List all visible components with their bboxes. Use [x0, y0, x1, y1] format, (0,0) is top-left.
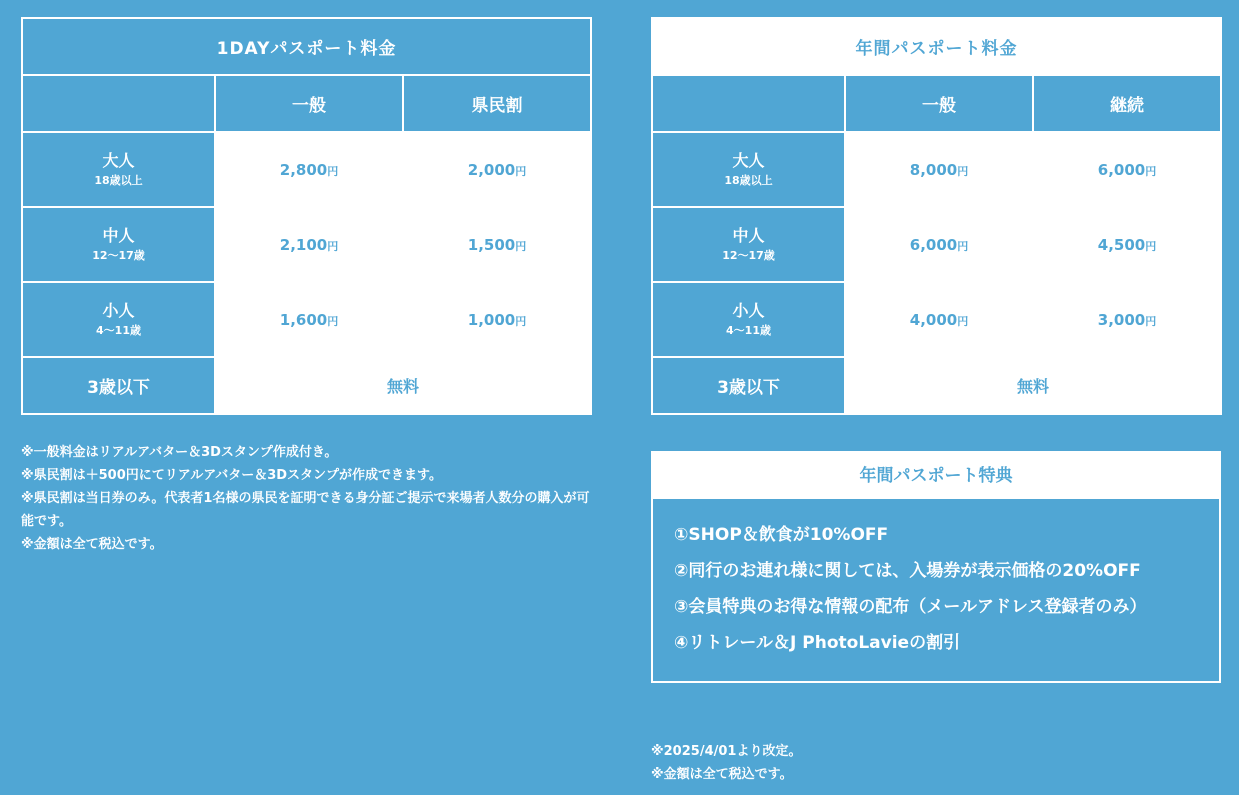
price-value: 2,800 [279, 160, 328, 179]
yen-unit: 円 [957, 239, 969, 253]
annual-notes [651, 740, 1221, 786]
annual-row-free [652, 357, 1221, 414]
age-category [652, 132, 845, 207]
yen-unit: 円 [515, 314, 527, 328]
yen-unit: 円 [957, 314, 969, 328]
yen-unit: 円 [1145, 239, 1157, 253]
annual-row-adult [652, 132, 1221, 207]
age-category [22, 207, 215, 282]
note-line: ※県民割は当日券のみ。代表者1名様の県民を証明できる身分証ご提示で来場者人数分の購入が可能です。 [21, 491, 590, 529]
annual-table-title: 年間パスポート料金 [652, 18, 1221, 75]
oneday-header-blank [22, 75, 215, 132]
age-category-name: 中人 [102, 226, 135, 246]
yen-unit: 円 [515, 164, 527, 178]
benefit-item: ②同行のお連れ様に関しては、入場券が表示価格の20%OFF [674, 561, 1141, 581]
age-category-name: 小人 [102, 301, 135, 321]
price-cell [1033, 282, 1221, 357]
price-value: 6,000 [909, 235, 958, 254]
age-category [652, 282, 845, 357]
free-age-label: 3歳以下 [652, 357, 845, 414]
age-category [22, 282, 215, 357]
age-category [652, 207, 845, 282]
age-category-name: 大人 [732, 151, 765, 171]
age-range: 4〜11歳 [96, 324, 141, 338]
yen-unit: 円 [957, 164, 969, 178]
note-line: ※金額は全て税込です。 [651, 767, 793, 782]
price-cell [845, 132, 1033, 207]
oneday-table-title: 1DAYパスポート料金 [22, 18, 591, 75]
benefits-title: 年間パスポート特典 [653, 453, 1219, 499]
annual-benefits-box [651, 451, 1221, 683]
age-category-name: 大人 [102, 151, 135, 171]
annual-header-general: 一般 [845, 75, 1033, 132]
annual-row-youth [652, 207, 1221, 282]
oneday-header-resident: 県民割 [403, 75, 591, 132]
age-range: 12〜17歳 [92, 249, 145, 263]
age-range: 4〜11歳 [726, 324, 771, 338]
oneday-notes [21, 441, 591, 556]
price-value: 4,500 [1097, 235, 1146, 254]
price-cell [215, 282, 403, 357]
price-cell [403, 282, 591, 357]
price-value: 3,000 [1097, 310, 1146, 329]
benefit-item: ③会員特典のお得な情報の配布（メールアドレス登録者のみ） [674, 597, 1147, 617]
yen-unit: 円 [327, 314, 339, 328]
price-cell [1033, 207, 1221, 282]
age-category-name: 中人 [732, 226, 765, 246]
price-value: 2,100 [279, 235, 328, 254]
oneday-row-free [22, 357, 591, 414]
oneday-row-child [22, 282, 591, 357]
price-value: 2,000 [467, 160, 516, 179]
oneday-row-youth [22, 207, 591, 282]
age-category [22, 132, 215, 207]
annual-row-child [652, 282, 1221, 357]
price-cell [1033, 132, 1221, 207]
yen-unit: 円 [515, 239, 527, 253]
price-cell [403, 207, 591, 282]
yen-unit: 円 [327, 239, 339, 253]
age-category-name: 小人 [732, 301, 765, 321]
annual-header-blank [652, 75, 845, 132]
annual-header-renewal: 継続 [1033, 75, 1221, 132]
yen-unit: 円 [1145, 314, 1157, 328]
price-value: 1,500 [467, 235, 516, 254]
age-range: 12〜17歳 [722, 249, 775, 263]
price-value: 4,000 [909, 310, 958, 329]
price-cell [215, 207, 403, 282]
price-value: 1,000 [467, 310, 516, 329]
oneday-row-adult [22, 132, 591, 207]
oneday-header-general: 一般 [215, 75, 403, 132]
note-line: ※一般料金はリアルアバター＆3Dスタンプ作成付き。 [21, 445, 338, 460]
yen-unit: 円 [327, 164, 339, 178]
age-range: 18歳以上 [94, 174, 143, 188]
yen-unit: 円 [1145, 164, 1157, 178]
annual-price-table [651, 17, 1222, 415]
price-value: 1,600 [279, 310, 328, 329]
benefits-list [653, 499, 1219, 681]
age-range: 18歳以上 [724, 174, 773, 188]
note-line: ※県民割は＋500円にてリアルアバター＆3Dスタンプが作成できます。 [21, 468, 443, 483]
note-line: ※金額は全て税込です。 [21, 537, 163, 552]
free-age-label: 3歳以下 [22, 357, 215, 414]
price-cell [845, 282, 1033, 357]
free-price: 無料 [215, 357, 591, 414]
price-cell [403, 132, 591, 207]
price-cell [215, 132, 403, 207]
benefit-item: ①SHOP＆飲食が10%OFF [674, 525, 889, 545]
benefit-item: ④リトレール＆J PhotoLavieの割引 [674, 633, 961, 653]
oneday-price-table [21, 17, 592, 415]
note-line: ※2025/4/01より改定。 [651, 744, 802, 759]
price-value: 8,000 [909, 160, 958, 179]
price-value: 6,000 [1097, 160, 1146, 179]
free-price: 無料 [845, 357, 1221, 414]
price-cell [845, 207, 1033, 282]
